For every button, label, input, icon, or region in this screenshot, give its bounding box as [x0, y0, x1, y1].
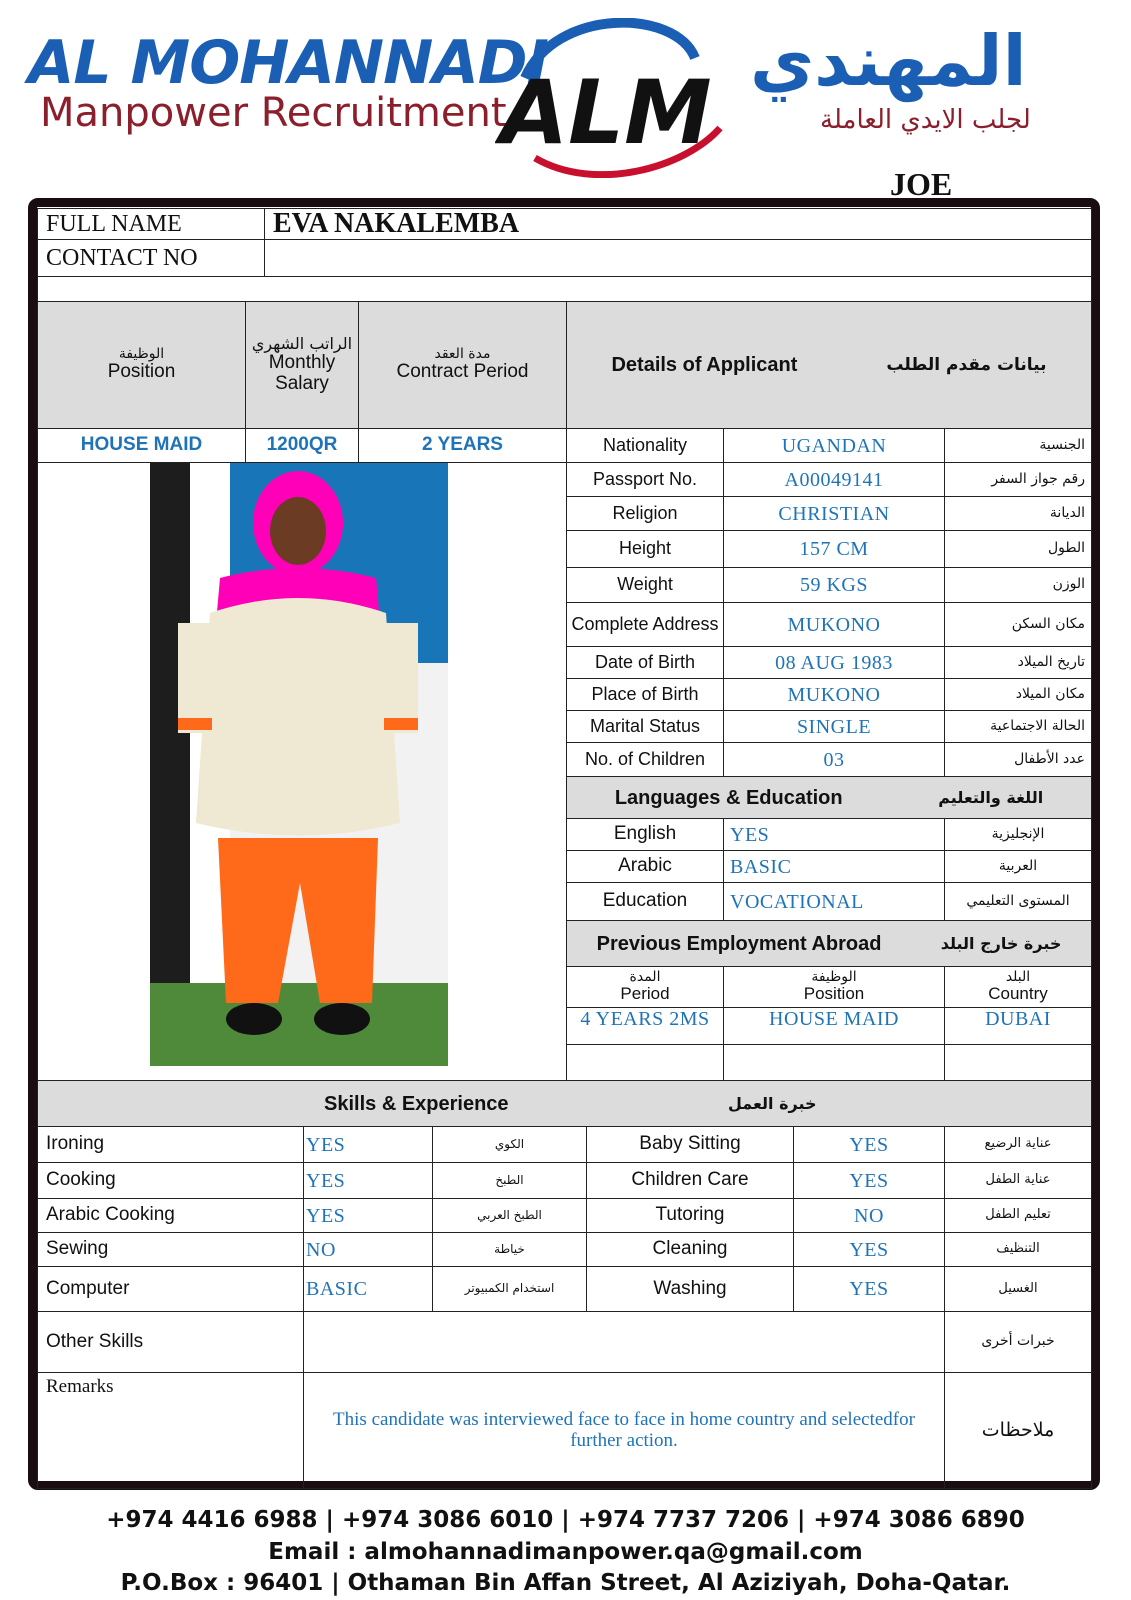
- detail-value: SINGLE: [723, 710, 945, 743]
- skill-label-ar: الكوي: [432, 1126, 587, 1163]
- footer-email: Email : almohannadimanpower.qa@gmail.com: [268, 1539, 863, 1565]
- languages-title: Languages & Education: [614, 786, 843, 809]
- skill-value: YES: [793, 1162, 945, 1199]
- skills-header: [37, 1080, 1092, 1127]
- employment-period-ar: المدة: [629, 968, 661, 985]
- other-skills-value: [303, 1311, 945, 1373]
- detail-label-ar: الوزن: [944, 567, 1092, 603]
- position-value: HOUSE MAID: [37, 428, 246, 463]
- detail-label: Complete Address: [566, 602, 724, 647]
- employment-position-ar: الوظيفة: [811, 968, 857, 985]
- alm-logo: [495, 18, 735, 178]
- detail-value: 08 AUG 1983: [723, 646, 945, 679]
- skills-title-ar: خبرة العمل: [728, 1093, 817, 1113]
- detail-value: UGANDAN: [723, 428, 945, 463]
- full-name-value: EVA NAKALEMBA: [264, 208, 1092, 240]
- employment-country-ar: البلد: [1005, 968, 1031, 985]
- detail-label: Passport No.: [566, 462, 724, 497]
- salary-header-ar: الراتب الشهري: [251, 334, 353, 354]
- language-label: Arabic: [566, 850, 724, 883]
- skill-value: YES: [793, 1232, 945, 1267]
- other-skills-label: Other Skills: [37, 1311, 304, 1373]
- detail-value: A00049141: [723, 462, 945, 497]
- employment-header: [566, 920, 1092, 967]
- detail-label: Marital Status: [566, 710, 724, 743]
- contract-header-ar: مدة العقد: [434, 345, 491, 362]
- skill-value: YES: [303, 1162, 433, 1199]
- language-label-ar: المستوى التعليمي: [944, 882, 1092, 921]
- skill-label: Sewing: [37, 1232, 304, 1267]
- skill-label: Cooking: [37, 1162, 304, 1199]
- skill-label-ar: الغسيل: [944, 1266, 1092, 1312]
- detail-label-ar: مكان الميلاد: [944, 678, 1092, 711]
- employment-country-label: Country: [988, 984, 1048, 1004]
- contract-header: [358, 301, 567, 429]
- detail-label-ar: الديانة: [944, 496, 1092, 531]
- salary-header: [245, 301, 359, 429]
- employment-title-ar: خبرة خارج البلد: [940, 933, 1062, 953]
- employment-position-header: [723, 966, 945, 1008]
- skill-label-ar: عناية الرضيع: [944, 1126, 1092, 1163]
- skill-value: NO: [793, 1198, 945, 1233]
- employment-title: Previous Employment Abroad: [596, 932, 882, 955]
- language-value: VOCATIONAL: [723, 882, 945, 921]
- skill-label: Tutoring: [586, 1198, 794, 1233]
- remarks-ar: ملاحظات: [944, 1372, 1092, 1489]
- skill-label-ar: استخدام الكمبيوتر: [432, 1266, 587, 1312]
- details-header-ar: بيانات مقدم الطلب: [886, 354, 1047, 375]
- detail-label-ar: الجنسية: [944, 428, 1092, 463]
- detail-label: Date of Birth: [566, 646, 724, 679]
- other-skills-ar: خبرات أخرى: [944, 1311, 1092, 1373]
- skill-label-ar: التنظيف: [944, 1232, 1092, 1267]
- language-label: Education: [566, 882, 724, 921]
- employment-period-label: Period: [620, 984, 670, 1004]
- language-label-ar: الإنجليزية: [944, 818, 1092, 851]
- employment-position-value: HOUSE MAID: [723, 1007, 945, 1045]
- skill-label-ar: تعليم الطفل: [944, 1198, 1092, 1233]
- footer-address: P.O.Box : 96401 | Othaman Bin Affan Street, Al Aziziyah, Doha-Qatar.: [120, 1570, 1011, 1596]
- detail-value: 157 CM: [723, 530, 945, 568]
- salary-value: 1200QR: [245, 428, 359, 463]
- employment-empty-cell: [566, 1044, 724, 1081]
- detail-label: Religion: [566, 496, 724, 531]
- languages-header: [566, 776, 1092, 819]
- employment-position-label: Position: [803, 984, 865, 1004]
- detail-label-ar: الحالة الاجتماعية: [944, 710, 1092, 743]
- skill-value: YES: [303, 1126, 433, 1163]
- detail-label: Weight: [566, 567, 724, 603]
- skill-label-ar: عناية الطفل: [944, 1162, 1092, 1199]
- brand-subtitle-ar: لجلب الايدي العاملة: [820, 105, 1031, 135]
- details-header-label: Details of Applicant: [611, 354, 798, 376]
- skill-label-ar: الطبخ العربي: [432, 1198, 587, 1233]
- skill-label: Ironing: [37, 1126, 304, 1163]
- detail-value: MUKONO: [723, 602, 945, 647]
- contract-value: 2 YEARS: [358, 428, 567, 463]
- detail-label-ar: رقم جواز السفر: [944, 462, 1092, 497]
- skill-label: Washing: [586, 1266, 794, 1312]
- detail-label: Nationality: [566, 428, 724, 463]
- brand-name-en: AL MOHANNADI: [28, 28, 548, 98]
- skill-label: Computer: [37, 1266, 304, 1312]
- skill-value: BASIC: [303, 1266, 433, 1312]
- skill-label-ar: خياطة: [432, 1232, 587, 1267]
- detail-label: Height: [566, 530, 724, 568]
- detail-value: CHRISTIAN: [723, 496, 945, 531]
- language-label-ar: العربية: [944, 850, 1092, 883]
- language-value: YES: [723, 818, 945, 851]
- position-header-label: Position: [107, 361, 176, 383]
- skill-label: Children Care: [586, 1162, 794, 1199]
- photo-cell: [37, 462, 567, 1081]
- employment-period-value: 4 YEARS 2MS: [566, 1007, 724, 1045]
- spacer-row: [37, 276, 1092, 302]
- remarks-text: This candidate was interviewed face to face in home country and selectedfor further action.: [303, 1372, 945, 1489]
- skill-label: Baby Sitting: [586, 1126, 794, 1163]
- language-value: BASIC: [723, 850, 945, 883]
- detail-value: 59 KGS: [723, 567, 945, 603]
- languages-title-ar: اللغة والتعليم: [938, 787, 1044, 807]
- logo-text: ALM: [500, 61, 712, 164]
- contact-value: [264, 239, 1092, 277]
- position-header-ar: الوظيفة: [118, 345, 165, 362]
- brand-subtitle-en: Manpower Recruitment: [40, 90, 507, 136]
- employment-empty-cell: [723, 1044, 945, 1081]
- employment-country-header: [944, 966, 1092, 1008]
- skill-value: YES: [303, 1198, 433, 1233]
- skill-label: Arabic Cooking: [37, 1198, 304, 1233]
- position-header: [37, 301, 246, 429]
- skill-value: YES: [793, 1126, 945, 1163]
- employment-country-value: DUBAI: [944, 1007, 1092, 1045]
- detail-label-ar: الطول: [944, 530, 1092, 568]
- salary-header-label: Monthly Salary: [268, 351, 336, 394]
- skills-title: Skills & Experience: [324, 1092, 509, 1115]
- contract-header-label: Contract Period: [396, 361, 529, 383]
- full-name-label: FULL NAME: [37, 208, 265, 240]
- skill-label-ar: الطبخ: [432, 1162, 587, 1199]
- brand-name-ar: المهندي: [750, 20, 1027, 102]
- detail-label: No. of Children: [566, 742, 724, 777]
- remarks-label: Remarks: [37, 1372, 304, 1489]
- agent-name: JOE: [890, 166, 953, 202]
- skill-value: YES: [793, 1266, 945, 1312]
- language-label: English: [566, 818, 724, 851]
- detail-label-ar: مكان السكن: [944, 602, 1092, 647]
- employment-empty-cell: [944, 1044, 1092, 1081]
- footer-phones: +974 4416 6988 | +974 3086 6010 | +974 7737 7206 | +974 3086 6890: [106, 1507, 1025, 1533]
- skill-label: Cleaning: [586, 1232, 794, 1267]
- contact-label: CONTACT NO: [37, 239, 265, 277]
- skill-value: NO: [303, 1232, 433, 1267]
- details-header: [566, 301, 1092, 429]
- detail-value: MUKONO: [723, 678, 945, 711]
- detail-label: Place of Birth: [566, 678, 724, 711]
- detail-label-ar: تاريخ الميلاد: [944, 646, 1092, 679]
- detail-value: 03: [723, 742, 945, 777]
- employment-period-header: [566, 966, 724, 1008]
- detail-label-ar: عدد الأطفال: [944, 742, 1092, 777]
